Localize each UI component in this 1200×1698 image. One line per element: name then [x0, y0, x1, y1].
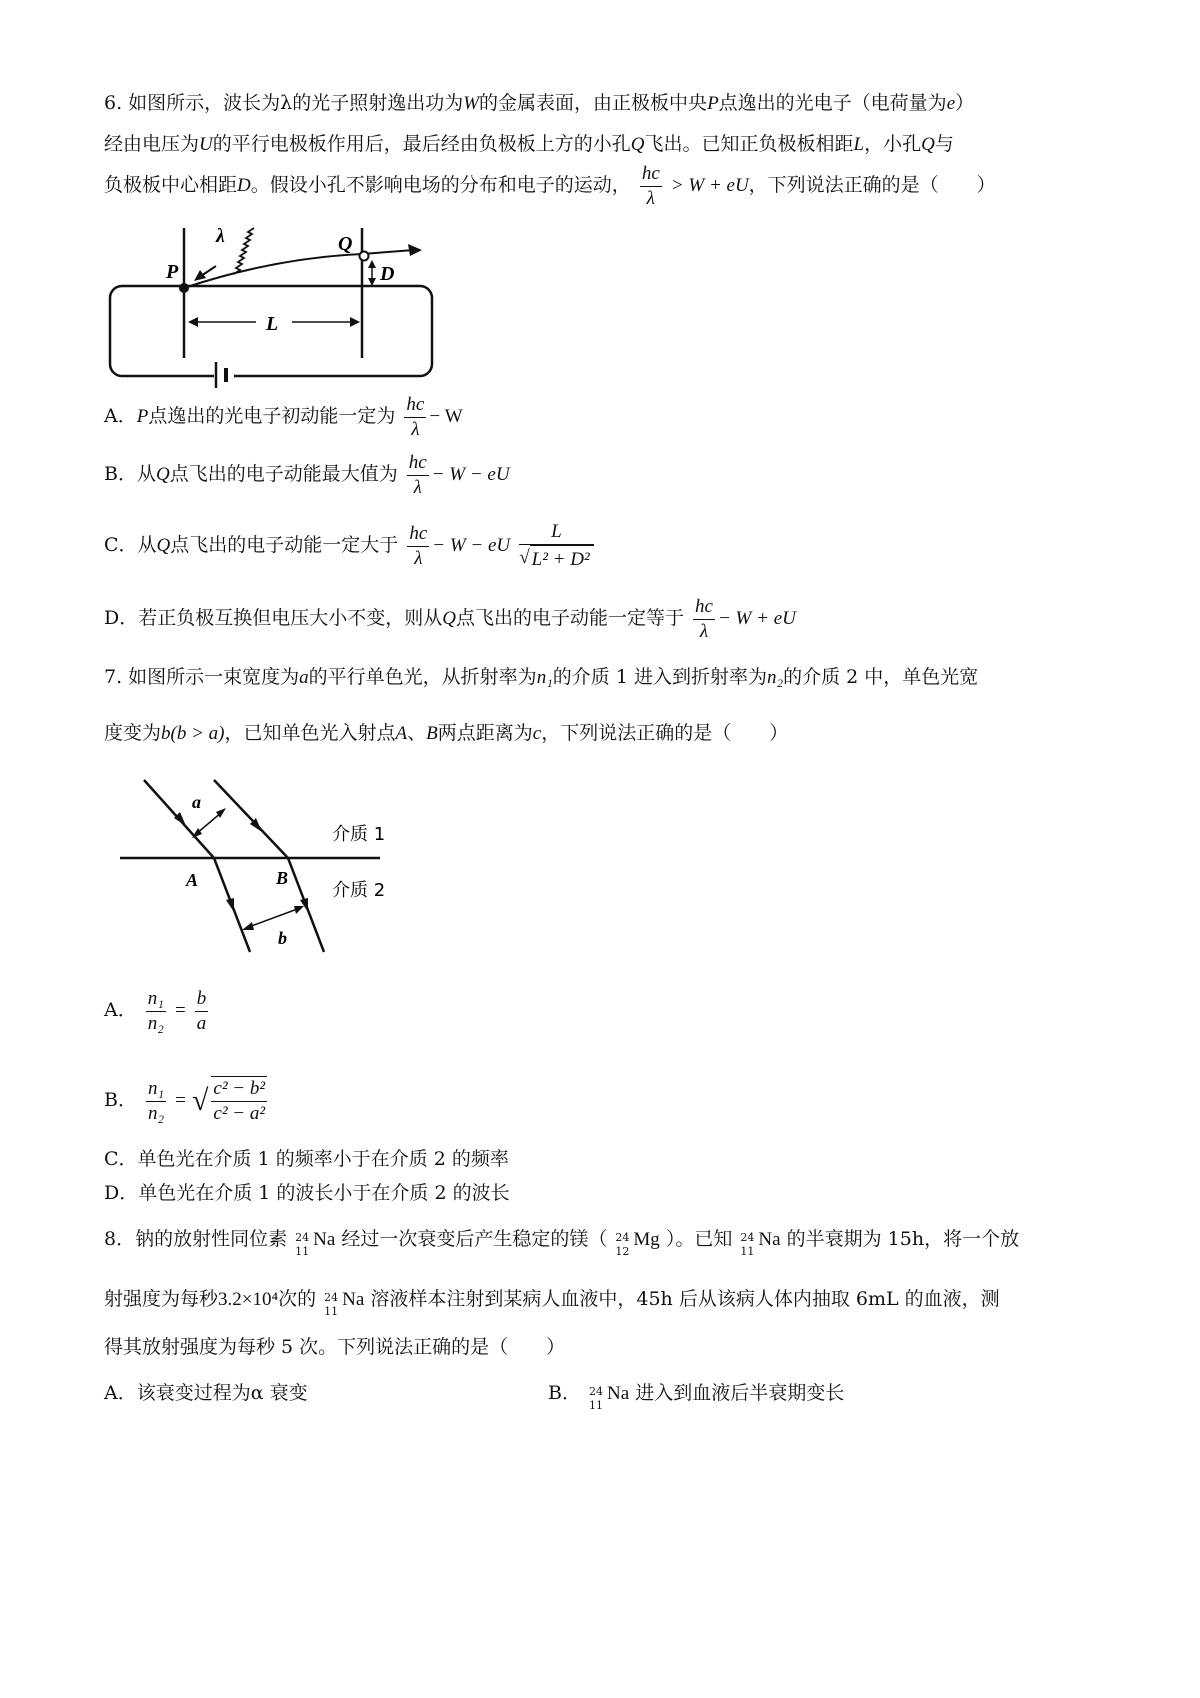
q7-option-a: A． $\frac{\text{n₁}}{\text{n₂}}$ = $\frac{b}{a}$ [104, 987, 207, 1034]
hc-over-lambda: $\frac{hc}{\lambda}$ [641, 162, 660, 209]
q7-option-c: C．单色光在介质 1 的频率小于在介质 2 的频率 [104, 1148, 509, 1170]
fig6-label-q: Q [338, 233, 353, 255]
q7-option-b: B． $\frac{\text{n₁}}{\text{n₂}}$ = √ $\frac{\text{c² − b²}}{\text{c² − a²}}$ [104, 1077, 266, 1124]
fig7-label-medium1: 介质 1 [332, 824, 386, 845]
fig7-label-a: a [192, 792, 201, 812]
q7-option-d: D．单色光在介质 1 的波长小于在介质 2 的波长 [104, 1182, 510, 1204]
q8-stem-line-3: 得其放射强度为每秒 5 次。下列说法正确的是（ ） [104, 1336, 566, 1358]
fig7-label-b: b [278, 928, 287, 948]
q8-option-a: A．该衰变过程为α 衰变 [104, 1382, 308, 1404]
q7-stem-line-2: 度变为b(b > a)，已知单色光入射点A、B两点距离为c，下列说法正确的是（ ） [104, 722, 789, 744]
fig7-label-A: A [186, 870, 199, 890]
q6-option-a: A．P点逸出的光电子初动能一定为 $\frac{hc}{\lambda}$ − W [104, 393, 463, 440]
q6-stem-line-3: 负极板中心相距D。假设小孔不影响电场的分布和电子的运动， $\frac{hc}{\lambda}$ > W + eU，下列说法正确的是（ ） [104, 162, 996, 209]
q8-stem-line-1: 8．钠的放射性同位素 24 11 Na 经过一次衰变后产生稳定的镁（ 24 12 Mg ）。已知 24 11 Na 的半衰期为 15h，将一个放 [104, 1228, 1020, 1258]
q7-figure [118, 774, 408, 964]
q7-stem-line-1: 7. 如图所示一束宽度为a的平行单色光，从折射率为n₁的介质 1 进入到折射率为n₂的介质 2 中，单色光宽 [104, 666, 979, 688]
q6-option-c: C．从Q点飞出的电子动能一定大于 $\frac{hc}{\lambda}$ − W − eU $\frac{L}{\text{√ L² + D²}}$ [104, 515, 597, 576]
fig6-label-d: D [380, 263, 395, 285]
q8-stem-line-2: 射强度为每秒3.2×10⁴次的 24 11 Na 溶液样本注射到某病人血液中，45h 后从该病人体内抽取 6mL 的血液，测 [104, 1288, 1000, 1318]
fig6-label-l: L [266, 313, 279, 335]
q6-stem-line-2: 经由电压为U的平行电极板作用后，最后经由负极板上方的小孔Q飞出。已知正负极板相距L，小孔Q与 [104, 133, 954, 155]
q6-figure [104, 218, 444, 390]
q6-option-b: B．从Q点飞出的电子动能最大值为 $\frac{hc}{\lambda}$ − W − eU [104, 451, 510, 498]
fig7-label-B: B [276, 868, 289, 888]
q6-stem-line-1: 6. 如图所示，波长为λ的光子照射逸出功为W的金属表面，由正极板中央P点逸出的光电子（电荷量为e） [104, 92, 975, 114]
q8-option-b: B． 24 11 Na 进入到血液后半衰期变长 [548, 1382, 845, 1412]
fig6-label-lambda: λ [216, 225, 225, 247]
fig7-label-medium2: 介质 2 [332, 880, 386, 901]
q6-option-d: D．若正负极互换但电压大小不变，则从Q点飞出的电子动能一定等于 $\frac{hc}{\lambda}$ − W + eU [104, 595, 796, 642]
fig6-label-p: P [166, 261, 179, 283]
